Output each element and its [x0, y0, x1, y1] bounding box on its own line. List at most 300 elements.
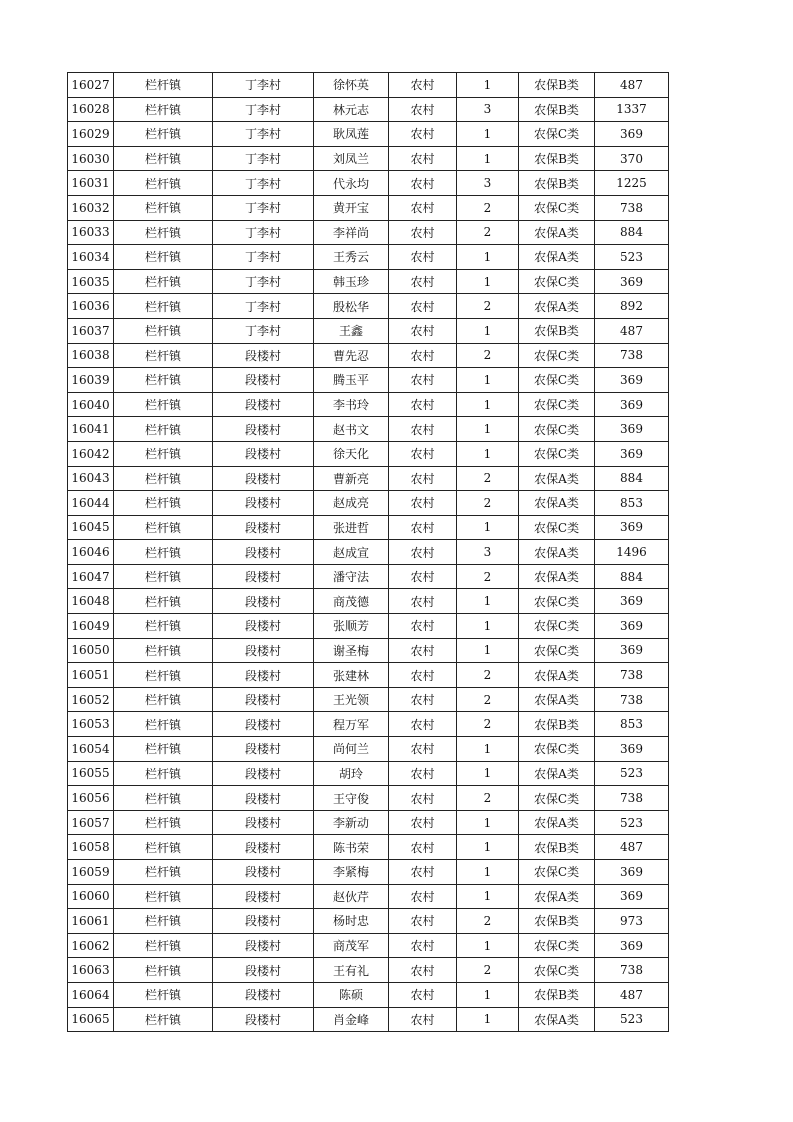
count-cell: 1 [457, 441, 519, 466]
table-row [68, 441, 669, 466]
name-cell: 赵伙芹 [314, 884, 389, 909]
name-cell: 王鑫 [314, 318, 389, 343]
name-cell: 赵成亮 [314, 491, 389, 516]
village-cell: 丁李村 [213, 195, 314, 220]
count-cell: 3 [457, 171, 519, 196]
category-cell: 农保A类 [519, 761, 595, 786]
name-cell: 黄开宝 [314, 195, 389, 220]
type-cell: 农村 [389, 810, 457, 835]
name-cell: 张进哲 [314, 515, 389, 540]
table-row [68, 614, 669, 639]
category-cell: 农保C类 [519, 737, 595, 762]
name-cell: 杨时忠 [314, 909, 389, 934]
type-cell: 农村 [389, 835, 457, 860]
amount-cell: 369 [595, 614, 669, 639]
village-cell: 丁李村 [213, 269, 314, 294]
table-row [68, 638, 669, 663]
category-cell: 农保B类 [519, 146, 595, 171]
amount-cell: 884 [595, 220, 669, 245]
amount-cell: 523 [595, 810, 669, 835]
type-cell: 农村 [389, 318, 457, 343]
count-cell: 1 [457, 392, 519, 417]
table-row [68, 712, 669, 737]
town-cell: 栏杆镇 [114, 835, 213, 860]
id-cell: 16030 [68, 146, 114, 171]
table-row [68, 343, 669, 368]
category-cell: 农保C类 [519, 269, 595, 294]
count-cell: 1 [457, 1007, 519, 1032]
table-row [68, 761, 669, 786]
amount-cell: 738 [595, 687, 669, 712]
table-row [68, 909, 669, 934]
town-cell: 栏杆镇 [114, 810, 213, 835]
table-row [68, 810, 669, 835]
id-cell: 16048 [68, 589, 114, 614]
amount-cell: 487 [595, 73, 669, 98]
table-row [68, 146, 669, 171]
type-cell: 农村 [389, 958, 457, 983]
id-cell: 16050 [68, 638, 114, 663]
table-row [68, 589, 669, 614]
name-cell: 殷松华 [314, 294, 389, 319]
count-cell: 2 [457, 909, 519, 934]
town-cell: 栏杆镇 [114, 786, 213, 811]
count-cell: 2 [457, 564, 519, 589]
type-cell: 农村 [389, 884, 457, 909]
town-cell: 栏杆镇 [114, 761, 213, 786]
town-cell: 栏杆镇 [114, 318, 213, 343]
table-row [68, 245, 669, 270]
id-cell: 16047 [68, 564, 114, 589]
town-cell: 栏杆镇 [114, 441, 213, 466]
town-cell: 栏杆镇 [114, 884, 213, 909]
table-row [68, 737, 669, 762]
town-cell: 栏杆镇 [114, 392, 213, 417]
village-cell: 丁李村 [213, 318, 314, 343]
name-cell: 李书玲 [314, 392, 389, 417]
town-cell: 栏杆镇 [114, 614, 213, 639]
amount-cell: 1225 [595, 171, 669, 196]
count-cell: 1 [457, 810, 519, 835]
name-cell: 肖金峰 [314, 1007, 389, 1032]
count-cell: 1 [457, 933, 519, 958]
name-cell: 李祥尚 [314, 220, 389, 245]
amount-cell: 1337 [595, 97, 669, 122]
type-cell: 农村 [389, 122, 457, 147]
count-cell: 2 [457, 195, 519, 220]
village-cell: 段楼村 [213, 368, 314, 393]
id-cell: 16043 [68, 466, 114, 491]
category-cell: 农保A类 [519, 491, 595, 516]
name-cell: 曹新亮 [314, 466, 389, 491]
amount-cell: 369 [595, 860, 669, 885]
name-cell: 王秀云 [314, 245, 389, 270]
id-cell: 16051 [68, 663, 114, 688]
village-cell: 丁李村 [213, 73, 314, 98]
village-cell: 段楼村 [213, 982, 314, 1007]
village-cell: 段楼村 [213, 835, 314, 860]
village-cell: 段楼村 [213, 786, 314, 811]
village-cell: 段楼村 [213, 564, 314, 589]
id-cell: 16033 [68, 220, 114, 245]
table-row [68, 540, 669, 565]
amount-cell: 853 [595, 712, 669, 737]
category-cell: 农保B类 [519, 835, 595, 860]
category-cell: 农保C类 [519, 343, 595, 368]
village-cell: 段楼村 [213, 466, 314, 491]
table-row [68, 97, 669, 122]
type-cell: 农村 [389, 195, 457, 220]
category-cell: 农保B类 [519, 712, 595, 737]
amount-cell: 369 [595, 441, 669, 466]
town-cell: 栏杆镇 [114, 466, 213, 491]
type-cell: 农村 [389, 245, 457, 270]
category-cell: 农保C类 [519, 933, 595, 958]
amount-cell: 738 [595, 786, 669, 811]
type-cell: 农村 [389, 343, 457, 368]
name-cell: 腾玉平 [314, 368, 389, 393]
type-cell: 农村 [389, 441, 457, 466]
type-cell: 农村 [389, 982, 457, 1007]
count-cell: 2 [457, 687, 519, 712]
town-cell: 栏杆镇 [114, 712, 213, 737]
type-cell: 农村 [389, 491, 457, 516]
amount-cell: 369 [595, 417, 669, 442]
id-cell: 16031 [68, 171, 114, 196]
town-cell: 栏杆镇 [114, 146, 213, 171]
amount-cell: 523 [595, 761, 669, 786]
amount-cell: 523 [595, 245, 669, 270]
type-cell: 农村 [389, 860, 457, 885]
id-cell: 16029 [68, 122, 114, 147]
village-cell: 丁李村 [213, 146, 314, 171]
village-cell: 段楼村 [213, 737, 314, 762]
table-row [68, 491, 669, 516]
village-cell: 段楼村 [213, 515, 314, 540]
town-cell: 栏杆镇 [114, 73, 213, 98]
name-cell: 陈书荣 [314, 835, 389, 860]
table-row [68, 171, 669, 196]
category-cell: 农保C类 [519, 638, 595, 663]
id-cell: 16055 [68, 761, 114, 786]
category-cell: 农保B类 [519, 318, 595, 343]
category-cell: 农保C类 [519, 441, 595, 466]
name-cell: 徐天化 [314, 441, 389, 466]
table-row [68, 122, 669, 147]
id-cell: 16037 [68, 318, 114, 343]
town-cell: 栏杆镇 [114, 638, 213, 663]
village-cell: 段楼村 [213, 638, 314, 663]
id-cell: 16058 [68, 835, 114, 860]
table-row [68, 564, 669, 589]
town-cell: 栏杆镇 [114, 515, 213, 540]
town-cell: 栏杆镇 [114, 1007, 213, 1032]
count-cell: 1 [457, 737, 519, 762]
table-row [68, 515, 669, 540]
table-row [68, 417, 669, 442]
name-cell: 张顺芳 [314, 614, 389, 639]
type-cell: 农村 [389, 712, 457, 737]
category-cell: 农保A类 [519, 245, 595, 270]
table-row [68, 884, 669, 909]
type-cell: 农村 [389, 933, 457, 958]
count-cell: 2 [457, 466, 519, 491]
category-cell: 农保A类 [519, 220, 595, 245]
id-cell: 16056 [68, 786, 114, 811]
id-cell: 16052 [68, 687, 114, 712]
amount-cell: 853 [595, 491, 669, 516]
table-row [68, 318, 669, 343]
name-cell: 潘守法 [314, 564, 389, 589]
category-cell: 农保A类 [519, 810, 595, 835]
id-cell: 16064 [68, 982, 114, 1007]
name-cell: 李紧梅 [314, 860, 389, 885]
count-cell: 2 [457, 294, 519, 319]
type-cell: 农村 [389, 269, 457, 294]
type-cell: 农村 [389, 737, 457, 762]
name-cell: 商茂军 [314, 933, 389, 958]
id-cell: 16039 [68, 368, 114, 393]
count-cell: 2 [457, 220, 519, 245]
table-row [68, 958, 669, 983]
type-cell: 农村 [389, 564, 457, 589]
table-row [68, 392, 669, 417]
amount-cell: 738 [595, 195, 669, 220]
amount-cell: 369 [595, 368, 669, 393]
id-cell: 16042 [68, 441, 114, 466]
id-cell: 16046 [68, 540, 114, 565]
village-cell: 丁李村 [213, 97, 314, 122]
amount-cell: 369 [595, 737, 669, 762]
count-cell: 1 [457, 368, 519, 393]
type-cell: 农村 [389, 614, 457, 639]
count-cell: 1 [457, 245, 519, 270]
name-cell: 陈硕 [314, 982, 389, 1007]
amount-cell: 973 [595, 909, 669, 934]
village-cell: 段楼村 [213, 663, 314, 688]
table-row [68, 982, 669, 1007]
village-cell: 段楼村 [213, 1007, 314, 1032]
name-cell: 胡玲 [314, 761, 389, 786]
id-cell: 16053 [68, 712, 114, 737]
category-cell: 农保A类 [519, 564, 595, 589]
name-cell: 赵书文 [314, 417, 389, 442]
type-cell: 农村 [389, 146, 457, 171]
category-cell: 农保C类 [519, 368, 595, 393]
type-cell: 农村 [389, 368, 457, 393]
name-cell: 王守俊 [314, 786, 389, 811]
name-cell: 林元志 [314, 97, 389, 122]
town-cell: 栏杆镇 [114, 540, 213, 565]
category-cell: 农保C类 [519, 417, 595, 442]
village-cell: 段楼村 [213, 761, 314, 786]
town-cell: 栏杆镇 [114, 860, 213, 885]
village-cell: 段楼村 [213, 417, 314, 442]
village-cell: 段楼村 [213, 343, 314, 368]
name-cell: 曹先忍 [314, 343, 389, 368]
count-cell: 1 [457, 122, 519, 147]
type-cell: 农村 [389, 515, 457, 540]
count-cell: 1 [457, 884, 519, 909]
village-cell: 丁李村 [213, 171, 314, 196]
category-cell: 农保A类 [519, 1007, 595, 1032]
category-cell: 农保C类 [519, 614, 595, 639]
table-body [68, 73, 669, 1032]
count-cell: 3 [457, 97, 519, 122]
village-cell: 丁李村 [213, 245, 314, 270]
amount-cell: 370 [595, 146, 669, 171]
name-cell: 代永均 [314, 171, 389, 196]
category-cell: 农保C类 [519, 589, 595, 614]
table-row [68, 368, 669, 393]
category-cell: 农保C类 [519, 958, 595, 983]
count-cell: 2 [457, 491, 519, 516]
table-row [68, 269, 669, 294]
id-cell: 16063 [68, 958, 114, 983]
amount-cell: 738 [595, 663, 669, 688]
village-cell: 段楼村 [213, 392, 314, 417]
category-cell: 农保A类 [519, 663, 595, 688]
id-cell: 16054 [68, 737, 114, 762]
village-cell: 段楼村 [213, 810, 314, 835]
count-cell: 1 [457, 761, 519, 786]
village-cell: 段楼村 [213, 614, 314, 639]
category-cell: 农保C类 [519, 860, 595, 885]
name-cell: 徐怀英 [314, 73, 389, 98]
amount-cell: 892 [595, 294, 669, 319]
village-cell: 段楼村 [213, 958, 314, 983]
village-cell: 段楼村 [213, 933, 314, 958]
id-cell: 16034 [68, 245, 114, 270]
category-cell: 农保B类 [519, 171, 595, 196]
count-cell: 1 [457, 638, 519, 663]
id-cell: 16040 [68, 392, 114, 417]
id-cell: 16061 [68, 909, 114, 934]
amount-cell: 369 [595, 589, 669, 614]
category-cell: 农保A类 [519, 294, 595, 319]
village-cell: 段楼村 [213, 884, 314, 909]
count-cell: 1 [457, 318, 519, 343]
amount-cell: 884 [595, 466, 669, 491]
type-cell: 农村 [389, 417, 457, 442]
count-cell: 2 [457, 712, 519, 737]
village-cell: 段楼村 [213, 712, 314, 737]
id-cell: 16062 [68, 933, 114, 958]
town-cell: 栏杆镇 [114, 220, 213, 245]
name-cell: 刘凤兰 [314, 146, 389, 171]
id-cell: 16027 [68, 73, 114, 98]
id-cell: 16060 [68, 884, 114, 909]
category-cell: 农保C类 [519, 392, 595, 417]
id-cell: 16041 [68, 417, 114, 442]
category-cell: 农保A类 [519, 466, 595, 491]
table-row [68, 294, 669, 319]
type-cell: 农村 [389, 294, 457, 319]
category-cell: 农保C类 [519, 122, 595, 147]
type-cell: 农村 [389, 392, 457, 417]
count-cell: 1 [457, 835, 519, 860]
count-cell: 1 [457, 614, 519, 639]
type-cell: 农村 [389, 171, 457, 196]
town-cell: 栏杆镇 [114, 245, 213, 270]
table-row [68, 860, 669, 885]
amount-cell: 1496 [595, 540, 669, 565]
name-cell: 尚何兰 [314, 737, 389, 762]
category-cell: 农保A类 [519, 687, 595, 712]
town-cell: 栏杆镇 [114, 982, 213, 1007]
amount-cell: 369 [595, 392, 669, 417]
type-cell: 农村 [389, 97, 457, 122]
name-cell: 商茂德 [314, 589, 389, 614]
town-cell: 栏杆镇 [114, 737, 213, 762]
id-cell: 16028 [68, 97, 114, 122]
amount-cell: 884 [595, 564, 669, 589]
amount-cell: 487 [595, 318, 669, 343]
id-cell: 16035 [68, 269, 114, 294]
id-cell: 16057 [68, 810, 114, 835]
type-cell: 农村 [389, 909, 457, 934]
category-cell: 农保C类 [519, 786, 595, 811]
town-cell: 栏杆镇 [114, 97, 213, 122]
name-cell: 张建林 [314, 663, 389, 688]
name-cell: 王有礼 [314, 958, 389, 983]
village-cell: 段楼村 [213, 687, 314, 712]
town-cell: 栏杆镇 [114, 368, 213, 393]
count-cell: 1 [457, 146, 519, 171]
table-row [68, 933, 669, 958]
village-cell: 段楼村 [213, 491, 314, 516]
amount-cell: 738 [595, 958, 669, 983]
category-cell: 农保B类 [519, 73, 595, 98]
town-cell: 栏杆镇 [114, 958, 213, 983]
town-cell: 栏杆镇 [114, 122, 213, 147]
count-cell: 3 [457, 540, 519, 565]
village-cell: 丁李村 [213, 122, 314, 147]
amount-cell: 487 [595, 835, 669, 860]
category-cell: 农保A类 [519, 540, 595, 565]
type-cell: 农村 [389, 687, 457, 712]
type-cell: 农村 [389, 786, 457, 811]
type-cell: 农村 [389, 761, 457, 786]
town-cell: 栏杆镇 [114, 663, 213, 688]
name-cell: 谢圣梅 [314, 638, 389, 663]
count-cell: 2 [457, 786, 519, 811]
category-cell: 农保B类 [519, 982, 595, 1007]
name-cell: 程万军 [314, 712, 389, 737]
town-cell: 栏杆镇 [114, 491, 213, 516]
table-row [68, 73, 669, 98]
id-cell: 16049 [68, 614, 114, 639]
town-cell: 栏杆镇 [114, 589, 213, 614]
count-cell: 1 [457, 417, 519, 442]
count-cell: 1 [457, 589, 519, 614]
table-row [68, 687, 669, 712]
id-cell: 16045 [68, 515, 114, 540]
name-cell: 王光领 [314, 687, 389, 712]
village-cell: 段楼村 [213, 909, 314, 934]
name-cell: 耿凤莲 [314, 122, 389, 147]
type-cell: 农村 [389, 466, 457, 491]
amount-cell: 369 [595, 515, 669, 540]
id-cell: 16032 [68, 195, 114, 220]
amount-cell: 738 [595, 343, 669, 368]
count-cell: 2 [457, 663, 519, 688]
village-cell: 段楼村 [213, 441, 314, 466]
type-cell: 农村 [389, 73, 457, 98]
count-cell: 1 [457, 73, 519, 98]
table-row [68, 466, 669, 491]
town-cell: 栏杆镇 [114, 195, 213, 220]
